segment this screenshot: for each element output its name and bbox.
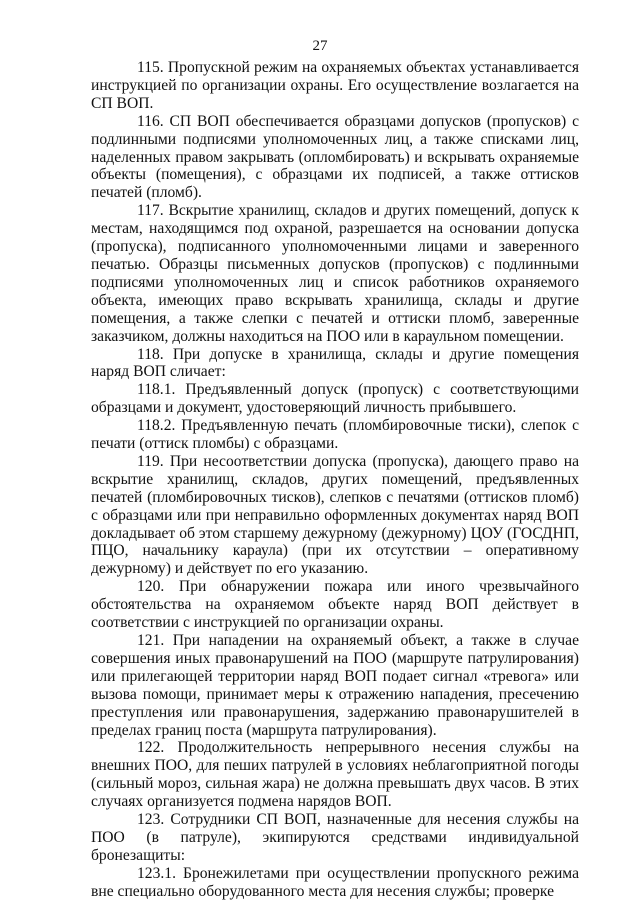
document-body bbox=[91, 59, 579, 901]
paragraph-122: 122. Продолжительность непрерывного несения службы на внешних ПОО, для пеших патрулей в условиях неблагоприятной погоды (сильный мороз, сильная жара) не должна превышать двух часов. В этих случаях организуется подмена нарядов ВОП. bbox=[91, 739, 579, 811]
page-number: 27 bbox=[312, 38, 328, 54]
paragraph-118: 118. При допуске в хранилища, склады и другие помещения наряд ВОП сличает: bbox=[91, 345, 579, 381]
paragraph-123: 123. Сотрудники СП ВОП, назначенные для несения службы на ПОО (в патруле), экипируются средствами индивидуальной бронезащиты: bbox=[91, 811, 579, 864]
paragraph-120: 120. При обнаружении пожара или иного чрезвычайного обстоятельства на охраняемом объекте наряд ВОП действует в соответствии с инструкцией по организации охраны. bbox=[91, 578, 579, 632]
paragraph-117: 117. Вскрытие хранилищ, складов и других помещений, допуск к местам, находящимся под охраной, разрешается на основании допуска (пропуска), подписанного уполномоченными лицами и заверенного печатью. Образцы письменных допусков (пропусков) с подлинными подписями уполномоченных лиц и список работников охраняемого объекта, имеющих право вскрывать хранилища, склады и другие помещения, а также слепки с печатей и оттиски пломб, заверенные заказчиком, должны находиться на ПОО или в караульном помещении. bbox=[91, 202, 579, 345]
paragraph-118-2: 118.2. Предъявленную печать (пломбировочные тиски), слепок с печати (оттиск пломбы) с образцами. bbox=[91, 417, 579, 453]
paragraph-118-1: 118.1. Предъявленный допуск (пропуск) с соответствующими образцами и документ, удостоверяющий личность прибывшего. bbox=[91, 381, 579, 417]
paragraph-121: 121. При нападении на охраняемый объект, а также в случае совершения иных правонарушений на ПОО (маршруте патрулирования) или прилегающей территории наряд ВОП подает сигнал «тревога» или вызова помощи, принимает меры к отражению нападения, пресечению преступления или правонарушения, задержанию правонарушителей в пределах границ поста (маршрута патрулирования). bbox=[91, 632, 579, 739]
paragraph-119: 119. При несоответствии допуска (пропуска), дающего право на вскрытие хранилищ, складов, других помещений, предъявленных печатей (пломбировочных тисков), слепков с печатями (оттисков пломб) с образцами или при неправильно оформленных документах наряд ВОП докладывает об этом старшему дежурному (дежурному) ЦОУ (ГОСДНП, ПЦО, начальнику караула) (при их отсутствии – оперативному дежурному) и действует по его указанию. bbox=[91, 452, 579, 578]
paragraph-116: 116. СП ВОП обеспечивается образцами допусков (пропусков) с подлинными подписями уполномоченных лиц, а также списками лиц, наделенных правом закрывать (опломбировать) и вскрывать охраняемые объекты (помещения), с образцами их подписей, а также оттисков печатей (пломб). bbox=[91, 112, 579, 202]
paragraph-123-1: 123.1. Бронежилетами при осуществлении пропускного режима вне специально оборудованного места для несения службы; проверке bbox=[91, 864, 579, 900]
paragraph-115: 115. Пропускной режим на охраняемых объектах устанавливается инструкцией по организации охраны. Его осуществление возлагается на СП ВОП. bbox=[91, 59, 579, 112]
